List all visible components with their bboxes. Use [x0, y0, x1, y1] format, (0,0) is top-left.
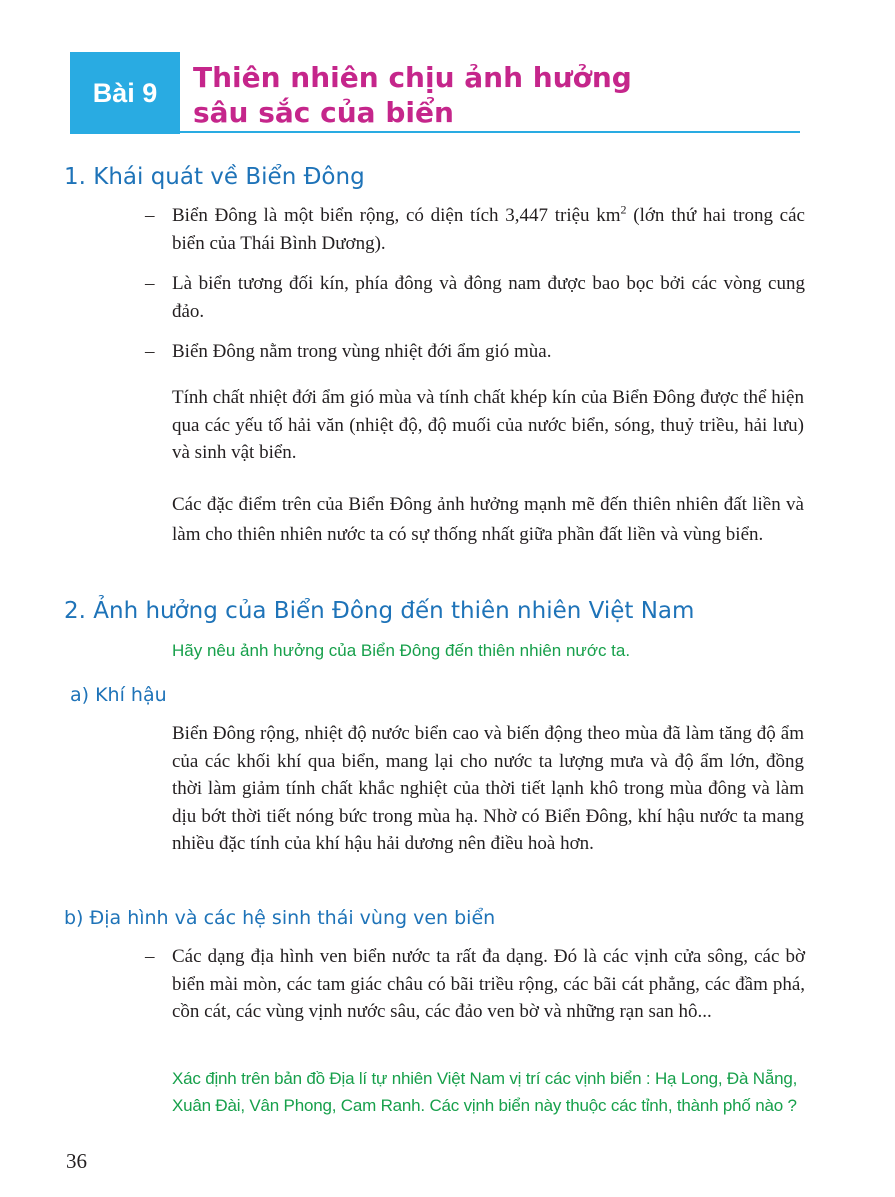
bullet-dash: – — [145, 273, 155, 294]
section2-question: Hãy nêu ảnh hưởng của Biển Đông đến thiên nhiên nước ta. — [172, 641, 631, 660]
subsection-b-heading: b) Địa hình và các hệ sinh thái vùng ven biển — [64, 907, 496, 929]
page-number: 36 — [66, 1149, 87, 1173]
section1-bullet-3 — [145, 338, 805, 366]
bullet3-text: Biển Đông nằm trong vùng nhiệt đới ẩm gió mùa. — [172, 341, 552, 362]
lesson-title-line2: sâu sắc của biển — [193, 96, 454, 129]
section1-heading: 1. Khái quát về Biển Đông — [64, 164, 365, 190]
section1-bullet-1 — [145, 202, 805, 257]
section1-paragraph-1: Tính chất nhiệt đới ẩm gió mùa và tính chất khép kín của Biển Đông được thể hiện qua các yếu tố hải văn (nhiệt độ, độ muối của nước biển, sóng, thuỷ triều, hải lưu) và sinh vật biển. — [172, 387, 804, 463]
title-underline — [180, 131, 800, 133]
lesson-label: Bài 9 — [92, 77, 158, 108]
subsection-a-heading: a) Khí hậu — [70, 684, 167, 706]
bullet-dash: – — [145, 205, 155, 226]
section2-heading: 2. Ảnh hưởng của Biển Đông đến thiên nhiên Việt Nam — [64, 598, 695, 624]
section1-bullet-2 — [145, 270, 805, 325]
lesson-title-line1: Thiên nhiên chịu ảnh hưởng — [193, 61, 632, 94]
question-line-1: Xác định trên bản đồ Địa lí tự nhiên Việt Nam vị trí các vịnh biển : Hạ Long, Đà Nẵng, — [172, 1069, 798, 1088]
question-line-2: Xuân Đài, Vân Phong, Cam Ranh. Các vịnh biển này thuộc các tỉnh, thành phố nào ? — [172, 1096, 797, 1115]
lesson-number-badge — [70, 52, 180, 134]
subsection-b-bullet-text: Các dạng địa hình ven biển nước ta rất đa dạng. Đó là các vịnh cửa sông, các bờ biển mài mòn, các tam giác châu có bãi triều rộng, các bãi cát phẳng, các đầm phá, cồn cát, các vùng vịnh nước sâu, các đảo ven bờ và những rạn san hô... — [172, 946, 805, 1022]
section1-paragraph-2: Các đặc điểm trên của Biển Đông ảnh hưởng mạnh mẽ đến thiên nhiên đất liền và làm cho thiên nhiên nước ta có sự thống nhất giữa phần đất liền và vùng biển. — [172, 494, 804, 545]
subsection-b-bullet — [145, 943, 805, 1026]
subsection-b-question — [172, 1065, 812, 1119]
bullet2-text: Là biển tương đối kín, phía đông và đông nam được bao bọc bởi các vòng cung đảo. — [172, 273, 805, 322]
bullet1-superscript: 2 — [620, 202, 627, 217]
bullet1-text-before: Biển Đông là một biển rộng, có diện tích 3,447 triệu km — [172, 205, 621, 226]
bullet1-text-after: (lớn thứ hai trong các biển của Thái Bình Dương). — [172, 205, 805, 254]
subsection-a-paragraph: Biển Đông rộng, nhiệt độ nước biển cao và biến động theo mùa đã làm tăng độ ẩm của các khối khí qua biển, mang lại cho nước ta lượng mưa và độ ẩm lớn, đồng thời làm giảm tính chất khắc nghiệt của thời tiết lạnh khô trong mùa đông và làm dịu bớt thời tiết nóng bức trong mùa hạ. Nhờ có Biển Đông, khí hậu nước ta mang nhiều đặc tính của khí hậu hải dương nên điều hoà hơn. — [172, 723, 804, 854]
lesson-title — [193, 60, 793, 130]
bullet-dash: – — [145, 946, 155, 967]
bullet-dash: – — [145, 341, 155, 362]
